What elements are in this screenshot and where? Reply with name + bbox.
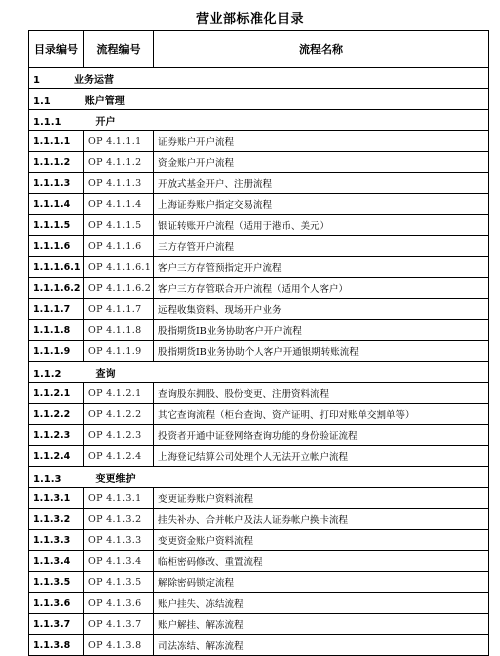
process-number-cell: OP 4.1.1.6 <box>84 236 154 257</box>
directory-number-cell: 1.1.2.2 <box>29 404 84 425</box>
process-name-cell: 上海证券账户指定交易流程 <box>154 194 489 215</box>
directory-number-cell: 1.1.3.8 <box>29 635 84 656</box>
directory-number-cell: 1.1.3.6 <box>29 593 84 614</box>
section-row <box>29 467 489 488</box>
process-name-cell: 上海登记结算公司处理个人无法开立帐户流程 <box>154 446 489 467</box>
section-heading <box>29 68 489 89</box>
process-number-cell: OP 4.1.1.6.1 <box>84 257 154 278</box>
process-number-cell: OP 4.1.1.6.2 <box>84 278 154 299</box>
header-process-name: 流程名称 <box>154 31 489 68</box>
process-number-cell: OP 4.1.3.2 <box>84 509 154 530</box>
table-row <box>29 383 489 404</box>
document-title: 营业部标准化目录 <box>195 12 304 27</box>
process-number-cell: OP 4.1.3.1 <box>84 488 154 509</box>
process-name-cell: 客户三方存管联合开户流程（适用个人客户） <box>154 278 489 299</box>
process-number-cell: OP 4.1.1.5 <box>84 215 154 236</box>
catalog-table <box>28 30 489 656</box>
catalog-body <box>29 68 489 656</box>
directory-number-cell: 1.1.3.1 <box>29 488 84 509</box>
section-heading <box>29 362 489 383</box>
section-number: 1.1.3 <box>33 473 62 485</box>
process-number-cell: OP 4.1.1.8 <box>84 320 154 341</box>
table-row <box>29 488 489 509</box>
directory-number-cell: 1.1.1.6 <box>29 236 84 257</box>
header-directory-number: 目录编号 <box>29 31 84 68</box>
directory-number-cell: 1.1.3.5 <box>29 572 84 593</box>
table-header-row <box>29 31 489 68</box>
table-row <box>29 530 489 551</box>
section-title: 业务运营 <box>73 74 114 86</box>
table-row <box>29 614 489 635</box>
process-name-cell: 资金账户开户流程 <box>154 152 489 173</box>
process-number-cell: OP 4.1.3.3 <box>84 530 154 551</box>
process-name-cell: 远程收集资料、现场开户业务 <box>154 299 489 320</box>
section-number: 1.1.1 <box>33 116 62 128</box>
section-title: 变更维护 <box>95 473 136 485</box>
process-number-cell: OP 4.1.1.1 <box>84 131 154 152</box>
process-name-cell: 查询股东拥股、股份变更、注册资料流程 <box>154 383 489 404</box>
process-name-cell: 解除密码锁定流程 <box>154 572 489 593</box>
table-row <box>29 551 489 572</box>
section-number: 1 <box>33 74 40 86</box>
directory-number-cell: 1.1.1.6.2 <box>29 278 84 299</box>
table-row <box>29 509 489 530</box>
section-number: 1.1 <box>33 95 51 107</box>
process-number-cell: OP 4.1.2.2 <box>84 404 154 425</box>
table-row <box>29 257 489 278</box>
directory-number-cell: 1.1.1.4 <box>29 194 84 215</box>
process-number-cell: OP 4.1.1.2 <box>84 152 154 173</box>
table-row <box>29 278 489 299</box>
directory-number-cell: 1.1.1.7 <box>29 299 84 320</box>
process-name-cell: 客户三方存管预指定开户流程 <box>154 257 489 278</box>
section-row <box>29 89 489 110</box>
process-number-cell: OP 4.1.3.8 <box>84 635 154 656</box>
process-name-cell: 股指期货IB业务协助个人客户开通银期转账流程 <box>154 341 489 362</box>
table-row <box>29 152 489 173</box>
process-name-cell: 挂失补办、合并帐户及法人证券帐户换卡流程 <box>154 509 489 530</box>
section-title: 账户管理 <box>84 95 125 107</box>
process-name-cell: 变更证券账户资料流程 <box>154 488 489 509</box>
table-row <box>29 236 489 257</box>
process-name-cell: 证券账户开户流程 <box>154 131 489 152</box>
directory-number-cell: 1.1.3.7 <box>29 614 84 635</box>
process-name-cell: 股指期货IB业务协助客户开户流程 <box>154 320 489 341</box>
directory-number-cell: 1.1.1.2 <box>29 152 84 173</box>
directory-number-cell: 1.1.3.3 <box>29 530 84 551</box>
directory-number-cell: 1.1.1.9 <box>29 341 84 362</box>
section-row <box>29 68 489 89</box>
section-heading <box>29 467 489 488</box>
process-number-cell: OP 4.1.3.6 <box>84 593 154 614</box>
directory-number-cell: 1.1.1.1 <box>29 131 84 152</box>
directory-number-cell: 1.1.2.3 <box>29 425 84 446</box>
process-number-cell: OP 4.1.3.5 <box>84 572 154 593</box>
process-number-cell: OP 4.1.1.9 <box>84 341 154 362</box>
process-number-cell: OP 4.1.3.4 <box>84 551 154 572</box>
directory-number-cell: 1.1.3.2 <box>29 509 84 530</box>
table-row <box>29 404 489 425</box>
section-heading <box>29 110 489 131</box>
process-number-cell: OP 4.1.1.3 <box>84 173 154 194</box>
table-row <box>29 635 489 656</box>
process-number-cell: OP 4.1.2.3 <box>84 425 154 446</box>
section-row <box>29 110 489 131</box>
section-row <box>29 362 489 383</box>
section-number: 1.1.2 <box>33 368 62 380</box>
table-row <box>29 425 489 446</box>
table-row <box>29 131 489 152</box>
directory-number-cell: 1.1.2.1 <box>29 383 84 404</box>
directory-number-cell: 1.1.1.8 <box>29 320 84 341</box>
table-row <box>29 194 489 215</box>
process-name-cell: 开放式基金开户、注册流程 <box>154 173 489 194</box>
table-row <box>29 215 489 236</box>
process-number-cell: OP 4.1.1.7 <box>84 299 154 320</box>
section-title: 查询 <box>95 368 116 380</box>
process-name-cell: 账户挂失、冻结流程 <box>154 593 489 614</box>
section-title: 开户 <box>95 116 116 128</box>
directory-number-cell: 1.1.1.6.1 <box>29 257 84 278</box>
process-number-cell: OP 4.1.2.1 <box>84 383 154 404</box>
process-name-cell: 账户解挂、解冻流程 <box>154 614 489 635</box>
table-row <box>29 173 489 194</box>
process-name-cell: 变更资金账户资料流程 <box>154 530 489 551</box>
directory-number-cell: 1.1.2.4 <box>29 446 84 467</box>
process-name-cell: 银证转账开户流程（适用于港币、美元） <box>154 215 489 236</box>
table-row <box>29 341 489 362</box>
table-row <box>29 572 489 593</box>
table-row <box>29 320 489 341</box>
process-name-cell: 司法冻结、解冻流程 <box>154 635 489 656</box>
process-number-cell: OP 4.1.3.7 <box>84 614 154 635</box>
header-process-number: 流程编号 <box>84 31 154 68</box>
process-number-cell: OP 4.1.2.4 <box>84 446 154 467</box>
directory-number-cell: 1.1.1.5 <box>29 215 84 236</box>
directory-number-cell: 1.1.3.4 <box>29 551 84 572</box>
directory-number-cell: 1.1.1.3 <box>29 173 84 194</box>
process-name-cell: 临柜密码修改、重置流程 <box>154 551 489 572</box>
process-name-cell: 投资者开通中证登网络查询功能的身份验证流程 <box>154 425 489 446</box>
process-number-cell: OP 4.1.1.4 <box>84 194 154 215</box>
process-name-cell: 三方存管开户流程 <box>154 236 489 257</box>
table-row <box>29 593 489 614</box>
process-name-cell: 其它查询流程（柜台查询、资产证明、打印对账单交割单等） <box>154 404 489 425</box>
table-row <box>29 446 489 467</box>
section-heading <box>29 89 489 110</box>
table-row <box>29 299 489 320</box>
